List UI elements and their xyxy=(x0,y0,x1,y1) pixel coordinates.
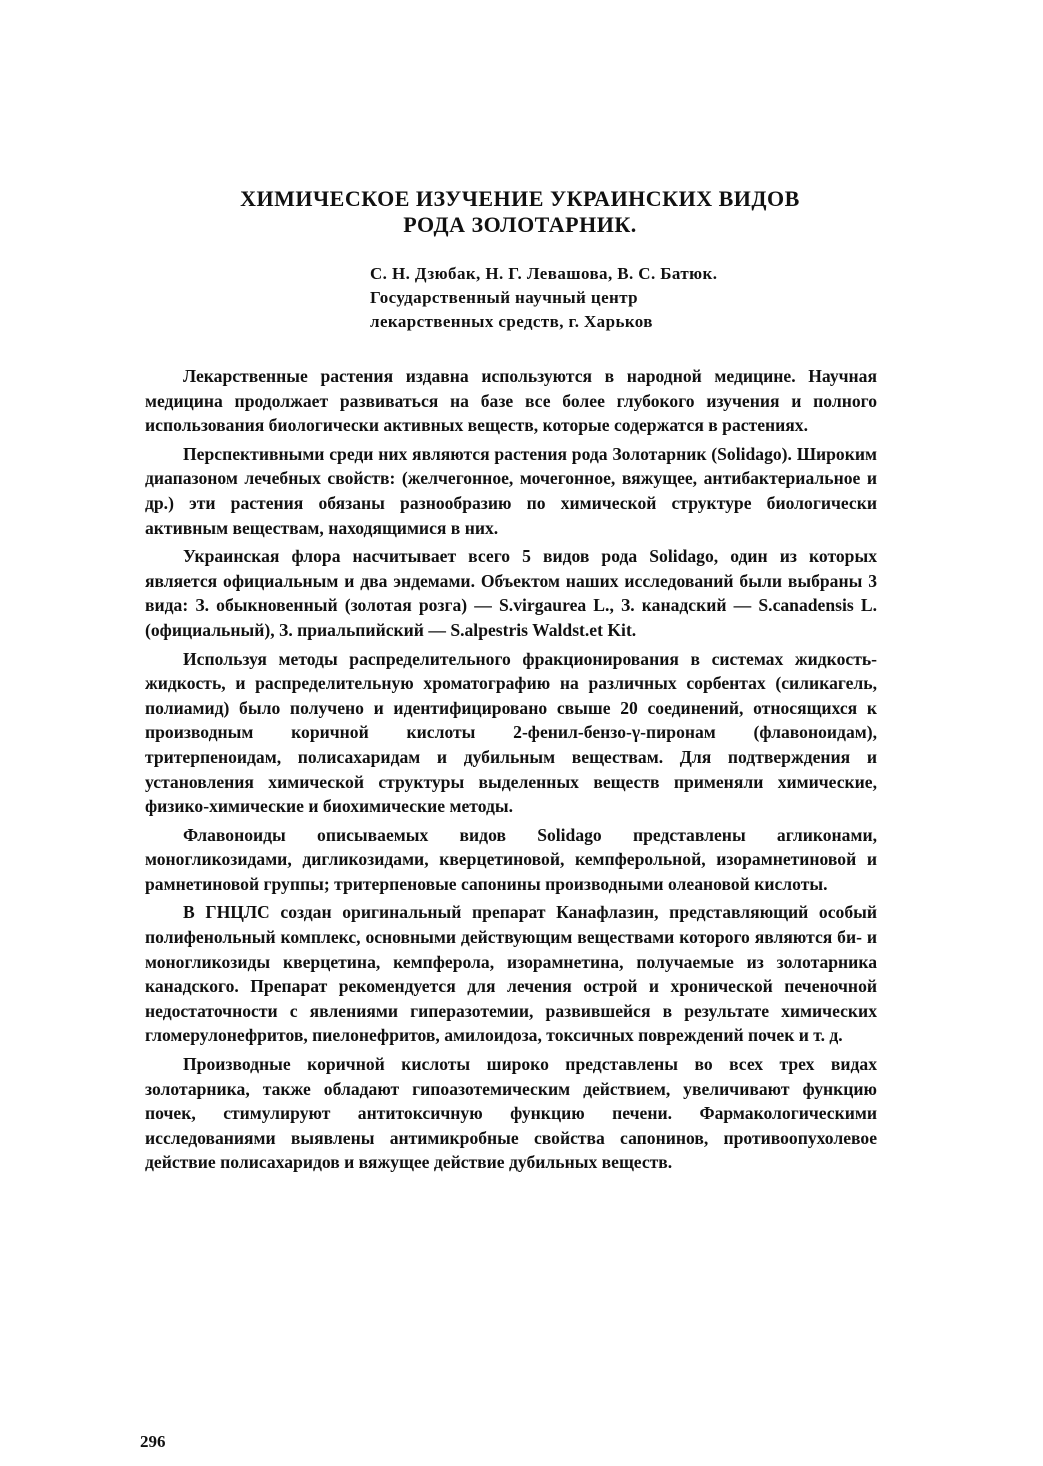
title-line-1: ХИМИЧЕСКОЕ ИЗУЧЕНИЕ УКРАИНСКИХ ВИДОВ xyxy=(240,186,800,211)
article-body xyxy=(145,364,877,1179)
paragraph: Перспективными среди них являются растения рода Золотарник (Solidago). Широким диапазоном лечебных свойств: (желчегонное, мочегонное, вяжущее, антибактериальное и др.) эти растения обязаны разнообразию по химической структуре биологически активным веществам, находящимися в них. xyxy=(145,443,877,538)
paragraph: Лекарственные растения издавна используются в народной медицине. Научная медицина продолжает развиваться на базе все более глубокого изучения и полного использования биологически активных веществ, которые содержатся в растениях. xyxy=(145,366,877,436)
article-title xyxy=(150,186,890,238)
organization-line-1: Государственный научный центр xyxy=(370,288,639,307)
paragraph: Флавоноиды описываемых видов Solidago представлены агликонами, моногликозидами, дигликозидами, кверцетиновой, кемпферольной, изорамнетиновой и рамнетиновой группы; тритерпеновые сапонины производными олеановой кислоты. xyxy=(145,824,877,894)
page-number: 296 xyxy=(140,1432,166,1451)
title-line-2: РОДА ЗОЛОТАРНИК. xyxy=(403,212,637,237)
author-block xyxy=(370,262,890,334)
author-names: С. Н. Дзюбак, Н. Г. Левашова, В. С. Батюк. xyxy=(370,264,718,283)
organization-line-2: лекарственных средств, г. Харьков xyxy=(370,312,653,331)
paragraph: В ГНЦЛС создан оригинальный препарат Канафлазин, представляющий особый полифенольный комплекс, основными действующим веществами которого являются би- и моногликозиды кверцетина, кемпферола, изорамнетина, получаемые из золотарника канадского. Препарат рекомендуется для лечения острой и хронической печеночной недостаточности с явлениями гиперазотемии, развившейся в результате химических гломерулонефритов, пиелонефритов, амилоидоза, токсичных повреждений почек и т. д. xyxy=(145,902,877,1046)
paragraph: Используя методы распределительного фракционирования в системах жидкость-жидкость, и распределительную хроматографию на различных сорбентах (силикагель, полиамид) было получено и идентифицировано свыше 20 соединений, относящихся к производным коричной кислоты 2-фенил-бензо-γ-пиронам (флавоноидам), тритерпеноидам, полисахаридам и дубильным веществам. Для подтверждения и установления химической структуры выделенных веществ применяли химические, физико-химические и биохимические методы. xyxy=(145,648,877,817)
paragraph: Украинская флора насчитывает всего 5 видов рода Solidago, один из которых является официальным и два эндемами. Объектом наших исследований были выбраны 3 вида: З. обыкновенный (золотая розга) — S.virgaurea L., З. канадский — S.canadensis L. (официальный), З. приальпийский — S.alpestris Waldst.et Kit. xyxy=(145,546,877,640)
paragraph: Производные коричной кислоты широко представлены во всех трех видах золотарника, также обладают гипоазотемическим действием, увеличивают функцию почек, стимулируют антитоксичную функцию печени. Фармакологическими исследованиями выявлены антимикробные свойства сапонинов, противоопухолевое действие полисахаридов и вяжущее действие дубильных веществ. xyxy=(145,1054,877,1173)
